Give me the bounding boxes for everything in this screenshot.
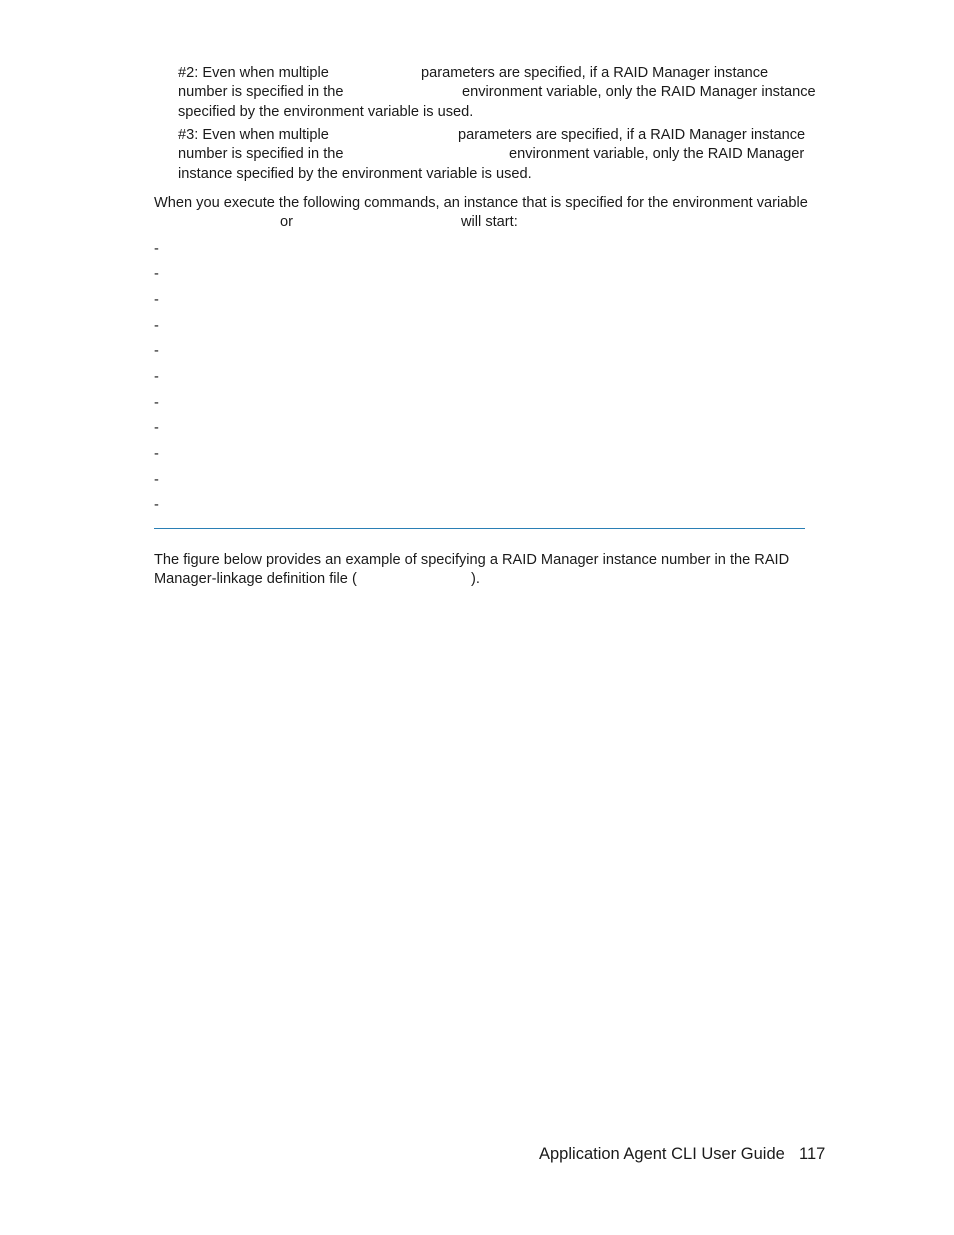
list-item-bullet: - — [154, 318, 159, 334]
list-item-bullet: - — [154, 446, 159, 462]
figure-text-line1: The figure below provides an example of specifying a RAID Manager instance number in the RAID — [154, 552, 790, 568]
note2-line1-part1: #2: Even when multiple — [178, 65, 329, 81]
intro-line1: When you execute the following commands, an instance that is specified for the environment variable — [154, 195, 808, 211]
list-item-bullet: - — [154, 266, 159, 282]
list-item-bullet: - — [154, 420, 159, 436]
list-item-bullet: - — [154, 369, 159, 385]
note2-line3: specified by the environment variable is used. — [178, 104, 474, 120]
list-item-bullet: - — [154, 241, 159, 257]
list-item-bullet: - — [154, 395, 159, 411]
page-number: 117 — [799, 1145, 826, 1163]
section-divider — [154, 528, 805, 529]
note3-line2-part2: environment variable, only the RAID Manager — [509, 146, 805, 162]
note2-line2-part2: environment variable, only the RAID Manager instance — [462, 84, 816, 100]
intro-will-start: will start: — [461, 214, 518, 230]
note3-line3: instance specified by the environment variable is used. — [178, 166, 532, 182]
footer-guide-title: Application Agent CLI User Guide — [539, 1145, 785, 1163]
note3-line2-part1: number is specified in the — [178, 146, 344, 162]
list-item-bullet: - — [154, 292, 159, 308]
note3-line1-part1: #3: Even when multiple — [178, 127, 329, 143]
note2-line1-part2: parameters are specified, if a RAID Manager instance — [421, 65, 769, 81]
list-item-bullet: - — [154, 497, 159, 513]
list-item-bullet: - — [154, 343, 159, 359]
note3-line1-part2: parameters are specified, if a RAID Manager instance — [458, 127, 806, 143]
note2-line2-part1: number is specified in the — [178, 84, 344, 100]
figure-text-line2-part1: Manager-linkage definition file ( — [154, 571, 357, 587]
figure-text-line2-part2: ). — [471, 571, 480, 587]
list-item-bullet: - — [154, 472, 159, 488]
intro-or-word: or — [280, 214, 293, 230]
